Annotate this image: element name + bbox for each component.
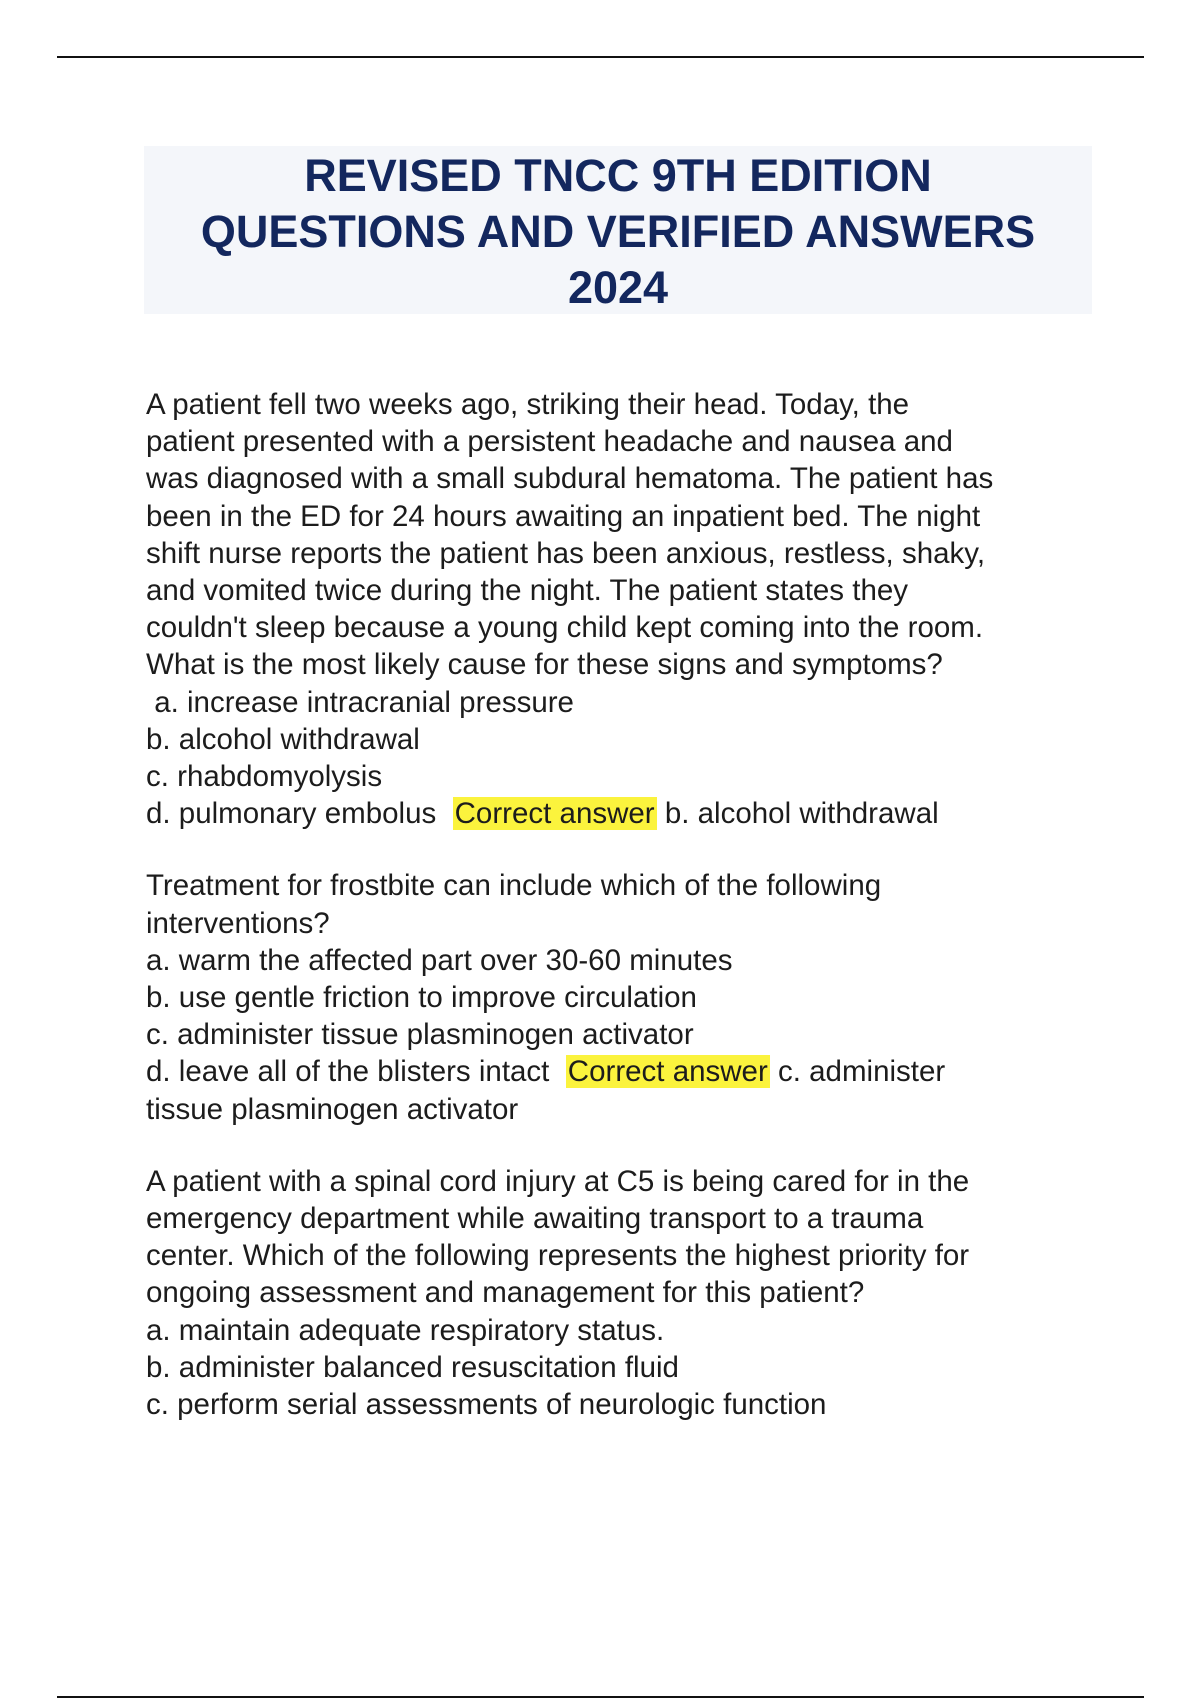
question-stem-line: couldn't sleep because a young child kept coming into the room. xyxy=(146,611,984,645)
answer-line xyxy=(146,1053,1136,1090)
question-1 xyxy=(146,386,1136,832)
title-line-3: 2024 xyxy=(567,262,669,313)
question-stem-line: A patient with a spinal cord injury at C5 is being cared for in the xyxy=(146,1164,970,1198)
answer-option: a. maintain adequate respiratory status. xyxy=(146,1313,665,1347)
question-stem-line: was diagnosed with a small subdural hematoma. The patient has xyxy=(146,462,994,496)
question-2 xyxy=(146,867,1136,1127)
answer-option: b. administer balanced resuscitation fluid xyxy=(146,1350,679,1384)
question-stem-line: Treatment for frostbite can include which of the following xyxy=(146,869,882,903)
correct-answer-highlight: Correct answer xyxy=(454,797,655,831)
document-title xyxy=(144,146,1092,314)
question-stem-line: interventions? xyxy=(146,906,330,940)
title-line-2: QUESTIONS AND VERIFIED ANSWERS xyxy=(200,206,1036,257)
answer-line xyxy=(146,795,1136,832)
question-stem-line: ongoing assessment and management for this patient? xyxy=(146,1276,865,1310)
answer-option: a. warm the affected part over 30-60 minutes xyxy=(146,943,733,977)
question-stem-line: What is the most likely cause for these signs and symptoms? xyxy=(146,648,943,682)
answer-option: d. leave all of the blisters intact xyxy=(146,1055,566,1089)
answer-option: c. rhabdomyolysis xyxy=(146,760,383,794)
answer-option: c. perform serial assessments of neurologic function xyxy=(146,1388,827,1422)
question-stem-line: patient presented with a persistent headache and nausea and xyxy=(146,425,953,459)
question-stem-line: been in the ED for 24 hours awaiting an inpatient bed. The night xyxy=(146,499,981,533)
top-rule xyxy=(57,56,1144,58)
question-list xyxy=(146,386,1136,1423)
bottom-rule xyxy=(57,1696,1144,1698)
question-stem-line: center. Which of the following represents the highest priority for xyxy=(146,1239,970,1273)
correct-answer-highlight: Correct answer xyxy=(567,1055,768,1089)
question-stem-line: emergency department while awaiting transport to a trauma xyxy=(146,1202,924,1236)
question-3 xyxy=(146,1163,1136,1423)
answer-option: a. increase intracranial pressure xyxy=(146,685,574,719)
question-spacer xyxy=(146,1128,1136,1163)
answer-option: c. administer tissue plasminogen activator xyxy=(146,1018,694,1052)
answer-option: b. alcohol withdrawal xyxy=(146,722,420,756)
question-stem-line: A patient fell two weeks ago, striking their head. Today, the xyxy=(146,388,910,421)
question-spacer xyxy=(146,832,1136,867)
answer-option: b. use gentle friction to improve circulation xyxy=(146,981,697,1015)
question-stem-line: shift nurse reports the patient has been anxious, restless, shaky, xyxy=(146,536,986,570)
question-stem-line: and vomited twice during the night. The patient states they xyxy=(146,574,909,608)
correct-answer-text: b. alcohol withdrawal xyxy=(656,797,939,831)
title-line-1: REVISED TNCC 9TH EDITION xyxy=(304,150,932,201)
correct-answer-continuation: tissue plasminogen activator xyxy=(146,1092,519,1126)
answer-option: d. pulmonary embolus xyxy=(146,797,453,831)
correct-answer-text: c. administer xyxy=(769,1055,946,1089)
